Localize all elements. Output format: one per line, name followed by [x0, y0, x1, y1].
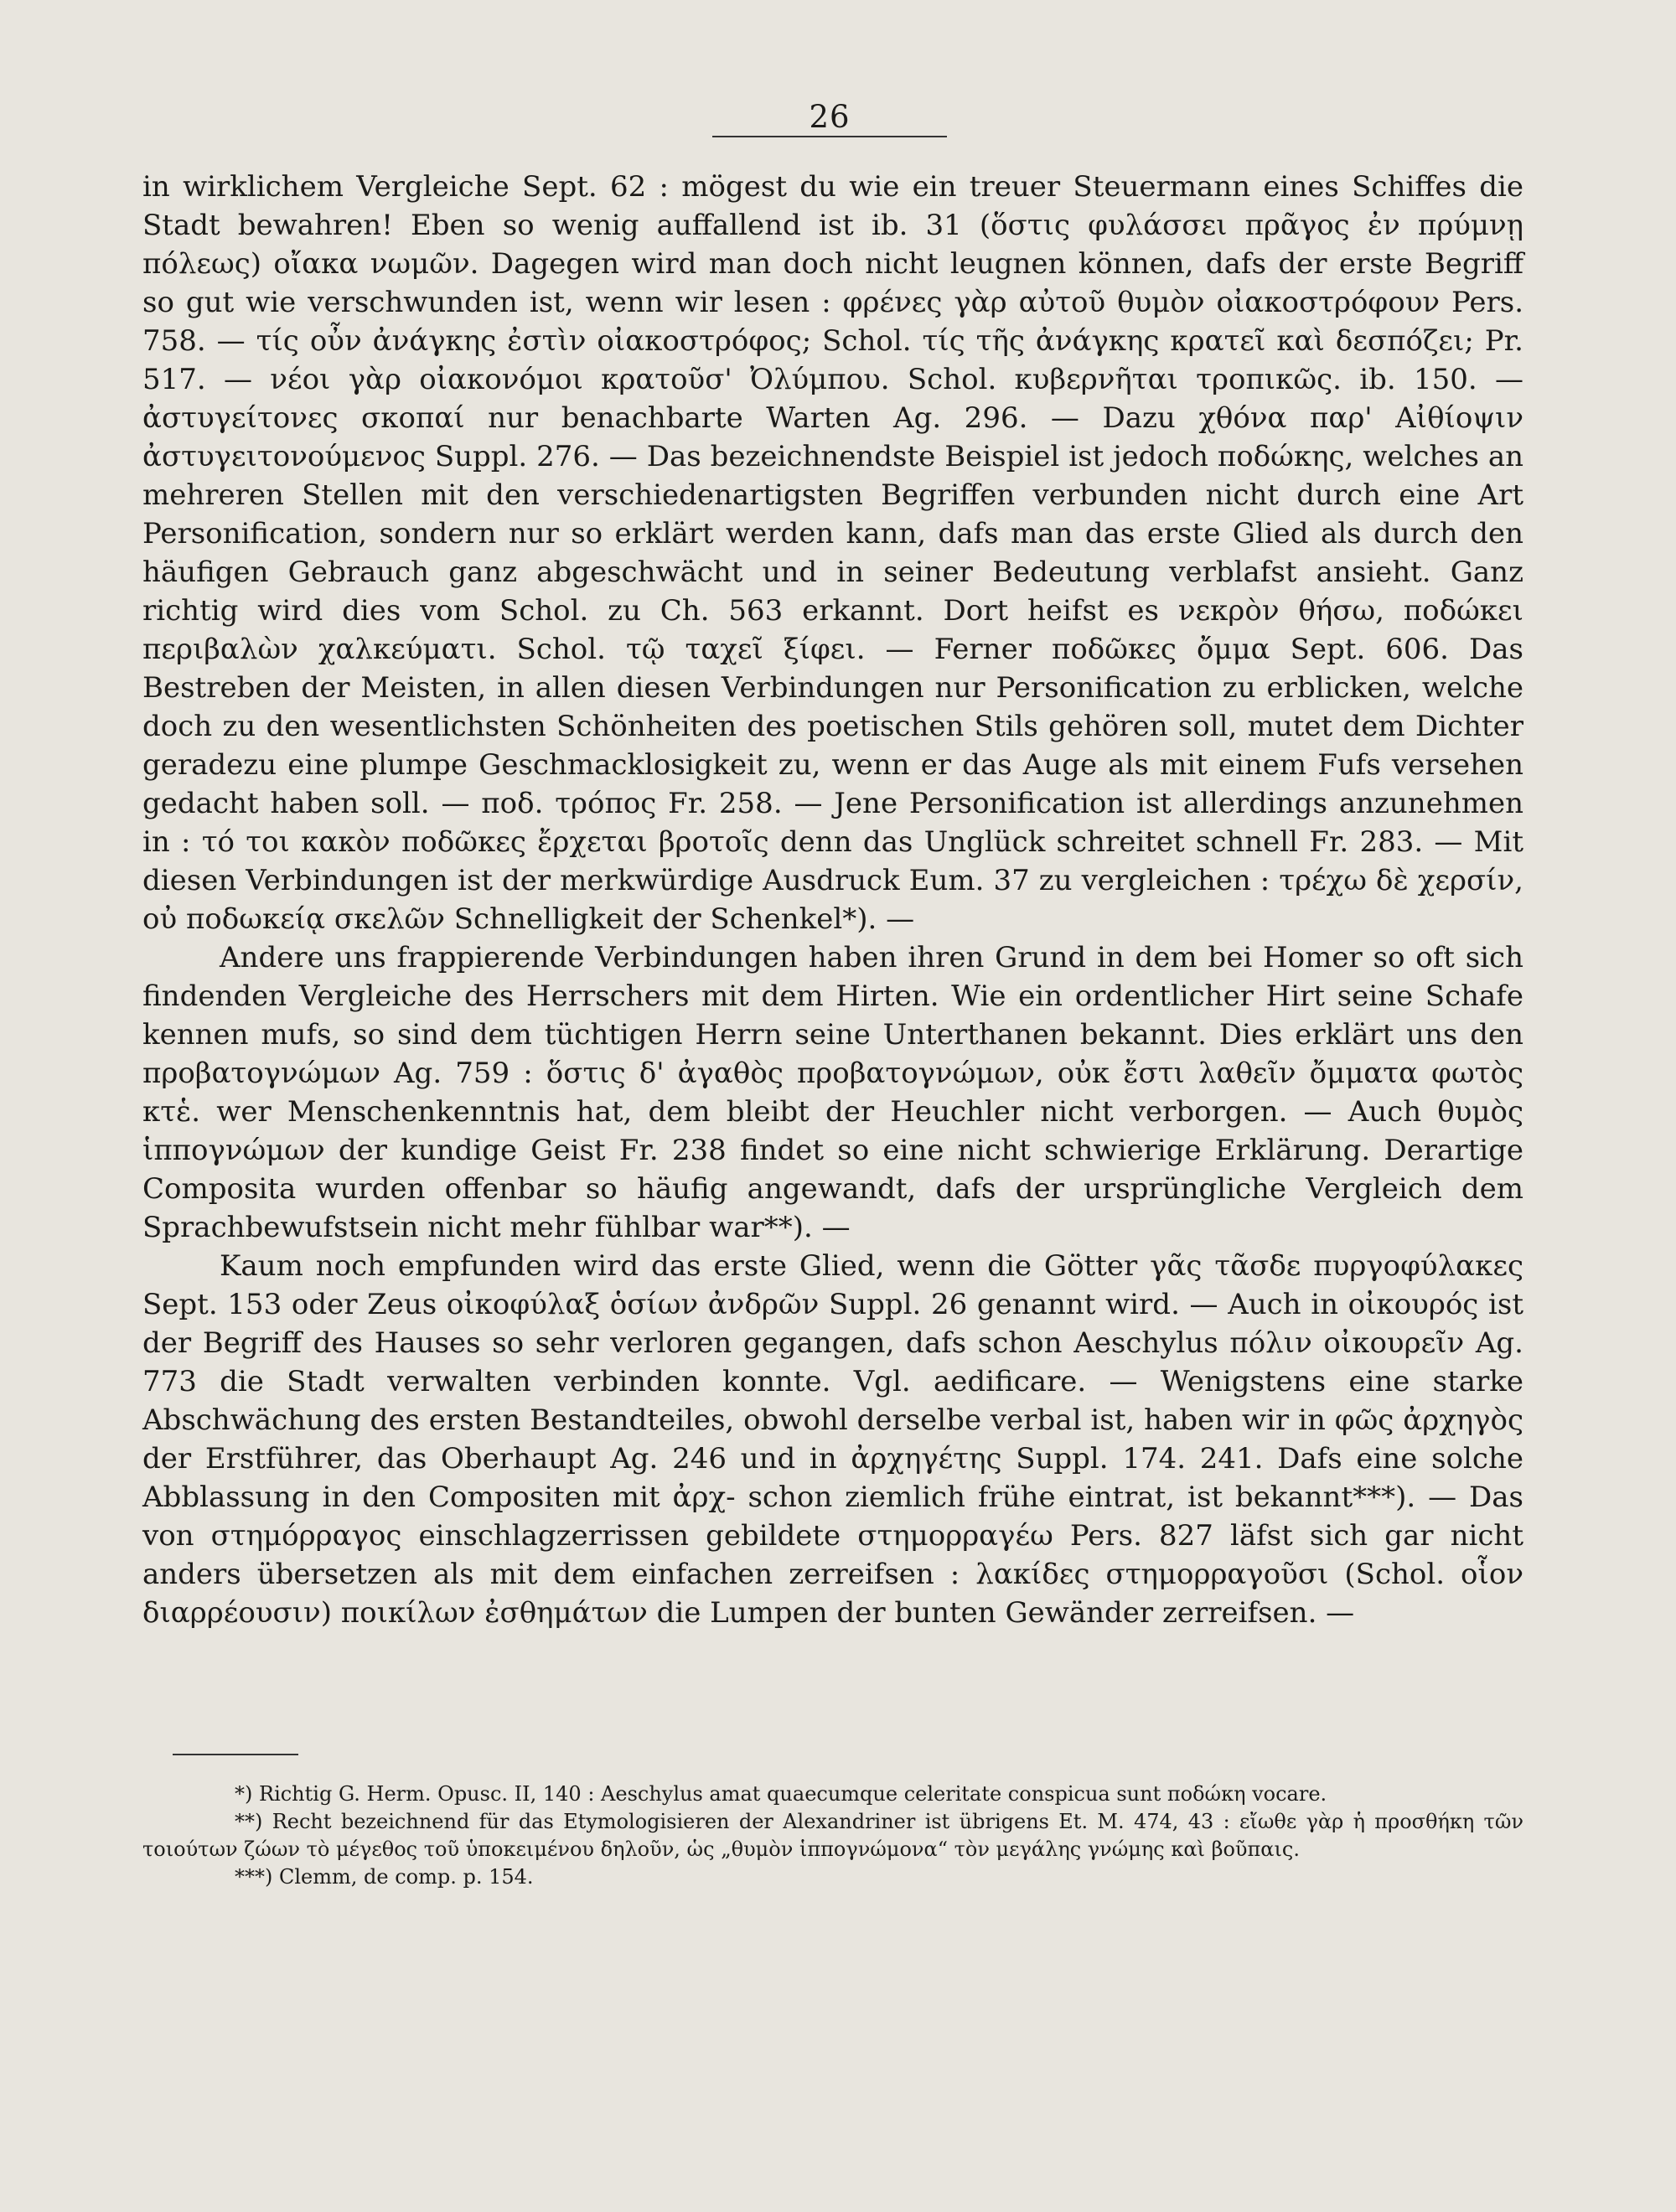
paragraph-1: in wirklichem Vergleiche Sept. 62 : mögest du wie ein treuer Steuermann eines Schiffes die Stadt bewahren! Eben so wenig auffallend ist ib. 31 (ὅστις φυλάσσει πρᾶγος ἐν πρύμνῃ πόλεως) οἴακα νωμῶν. Dagegen wird man doch nicht leugnen können, dafs der erste Begriff so gut wie verschwunden ist, wenn wir lesen : φρένες γὰρ αὐτοῦ θυμὸν οἰακοστρόφουν Pers. 758. — τίς οὖν ἀνάγκης ἐστὶν οἰακοστρόφος; Schol. τίς τῆς ἀνάγκης κρατεῖ καὶ δεσπόζει; Pr. 517. — νέοι γὰρ οἰακονόμοι κρατοῦσ' Ὀλύμπου. Schol. κυβερνῆται τροπικῶς. ib. 150. — ἀστυγείτονες σκοπαί nur benachbarte Warten Ag. 296. — Dazu χθόνα παρ' Αἰθίοψιν ἀστυγειτονούμενος Suppl. 276. — Das bezeichnendste Beispiel ist jedoch ποδώκης, welches an mehreren Stellen mit den verschiedenartigsten Begriffen verbunden nicht durch eine Art Personification, sondern nur so erklärt werden kann, dafs man das erste Glied als durch den häufigen Gebrauch ganz abgeschwächt und in seiner Bedeutung verblafst ansieht. Ganz richtig wird dies vom Schol. zu Ch. 563 erkannt. Dort heifst es νεκρὸν θήσω, ποδώκει περιβαλὼν χαλκεύματι. Schol. τῷ ταχεῖ ξίφει. — Ferner ποδῶκες ὄμμα Sept. 606. Das Bestreben der Meisten, in allen diesen Verbindungen nur Personification zu erblicken, welche doch zu den wesentlichsten Schönheiten des poetischen Stils gehören soll, mutet dem Dichter geradezu eine plumpe Geschmacklosigkeit zu, wenn er das Auge als mit einem Fufs versehen gedacht haben soll. — ποδ. τρόπος Fr. 258. — Jene Personification ist allerdings anzunehmen in : τό τοι κακὸν ποδῶκες ἔρχεται βροτοῖς denn das Unglück schreitet schnell Fr. 283. — Mit diesen Verbindungen ist der merkwürdige Ausdruck Eum. 37 zu vergleichen : τρέχω δὲ χερσίν, οὐ ποδωκείᾳ σκελῶν Schnelligkeit der Schenkel*). —	[142, 170, 1523, 936]
body-text	[142, 168, 1523, 1632]
footnotes	[142, 1780, 1523, 1891]
footnote-separator	[173, 1754, 298, 1755]
paragraph-3: Kaum noch empfunden wird das erste Glied, wenn die Götter γᾶς τᾶσδε πυργοφύλακες Sept. 153 oder Zeus οἰκοφύλαξ ὁσίων ἀνδρῶν Suppl. 26 genannt wird. — Auch in οἰκουρός ist der Begriff des Hauses so sehr verloren gegangen, dafs schon Aeschylus πόλιν οἰκουρεῖν Ag. 773 die Stadt verwalten verbinden konnte. Vgl. aedificare. — Wenigstens eine starke Abschwächung des ersten Bestandteiles, obwohl derselbe verbal ist, haben wir in φῶς ἀρχηγὸς der Erstführer, das Oberhaupt Ag. 246 und in ἀρχηγέτης Suppl. 174. 241. Dafs eine solche Abblassung in den Compositen mit ἀρχ- schon ziemlich frühe eintrat, ist bekannt***). — Das von στημόρραγος einschlagzerrissen gebildete στημορραγέω Pers. 827 läfst sich gar nicht anders übersetzen als mit dem einfachen zerreifsen : λακίδες στημορραγοῦσι (Schol. οἷον διαρρέουσιν) ποικίλων ἐσθημάτων die Lumpen der bunten Gewänder zerreifsen. —	[142, 1249, 1523, 1630]
footnote-3: ***) Clemm, de comp. p. 154.	[235, 1865, 534, 1889]
page-number-rule	[712, 136, 947, 137]
paragraph-2: Andere uns frappierende Verbindungen haben ihren Grund in dem bei Homer so oft sich findenden Vergleiche des Herrschers mit dem Hirten. Wie ein ordentlicher Hirt seine Schafe kennen mufs, so sind dem tüchtigen Herrn seine Unterthanen bekannt. Dies erklärt uns den προβατογνώμων Ag. 759 : ὅστις δ' ἀγαθὸς προβατογνώμων, οὐκ ἔστι λαθεῖν ὄμματα φωτὸς κτἑ. wer Menschenkenntnis hat, dem bleibt der Heuchler nicht verborgen. — Auch θυμὸς ἱππογνώμων der kundige Geist Fr. 238 findet so eine nicht schwierige Erklärung. Derartige Composita wurden offenbar so häufig angewandt, dafs der ursprüngliche Vergleich dem Sprachbewufstsein nicht mehr fühlbar war**). —	[142, 941, 1523, 1244]
page-number: 26	[809, 99, 851, 135]
footnote-1: *) Richtig G. Herm. Opusc. II, 140 : Aeschylus amat quaecumque celeritate conspicua sunt ποδώκη vocare.	[235, 1782, 1327, 1806]
footnote-2: **) Recht bezeichnend für das Etymologisieren der Alexandriner ist übrigens Et. M. 474, 43 : εἴωθε γὰρ ἡ προσθήκη τῶν τοιούτων ζώων τὸ μέγεθος τοῦ ὑποκειμένου δηλοῦν, ὡς „θυμὸν ἱππογνώμονα“ τὸν μεγάλης γνώμης καὶ βοῦπαις.	[142, 1810, 1523, 1861]
